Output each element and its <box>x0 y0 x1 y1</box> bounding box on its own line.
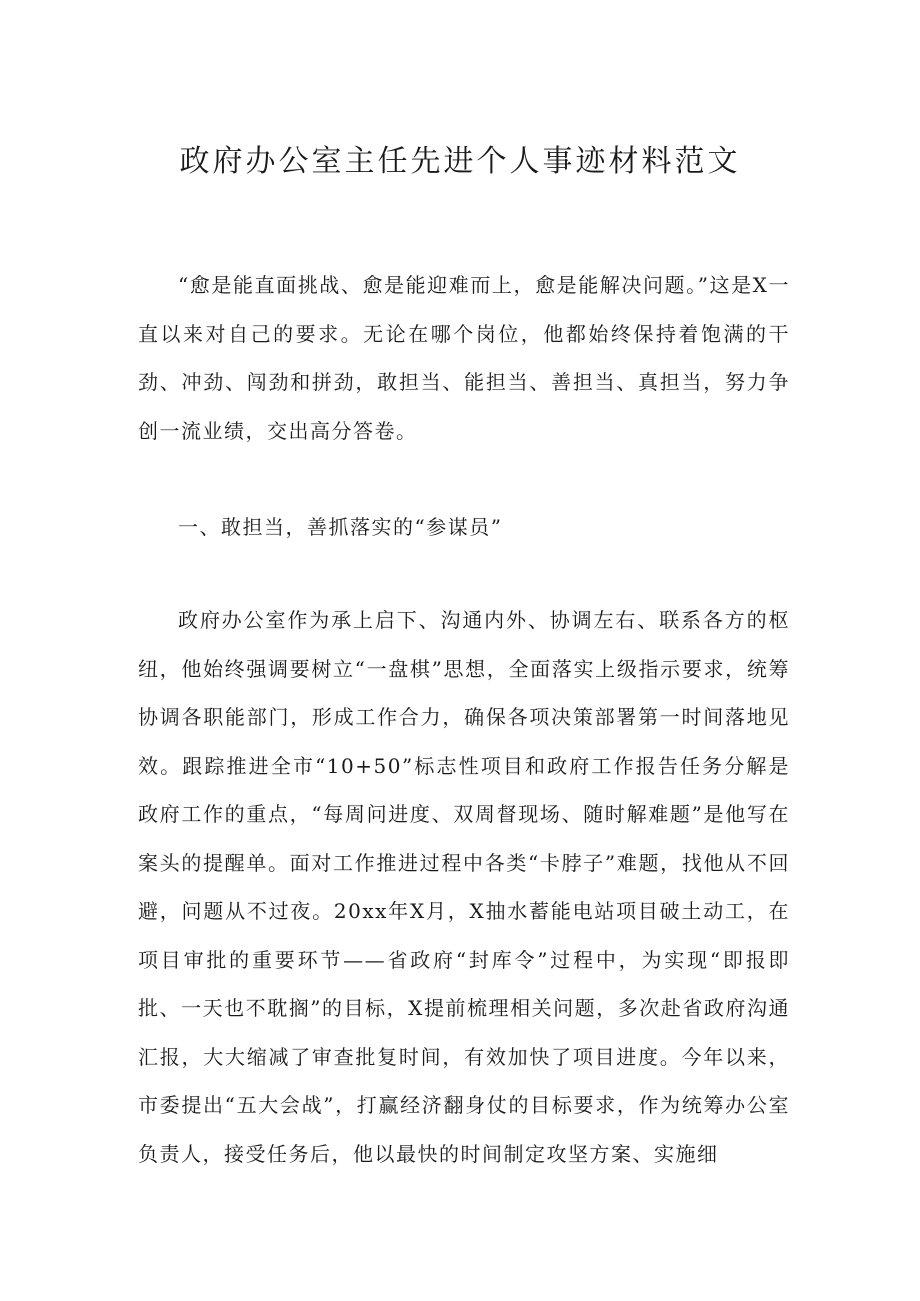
intro-paragraph: “愈是能直面挑战、愈是能迎难而上，愈是能解决问题。”这是X一直以来对自己的要求。无论在哪个岗位，他都始终保持着饱满的干劲、冲劲、闯劲和拼劲，敢担当、能担当、善担当、真担当，努力争创一流业绩，交出高分答卷。 <box>138 273 790 443</box>
section-heading-1: 一、敢担当，善抓落实的“参谋员” <box>178 515 503 539</box>
document-title: 政府办公室主任先进个人事迹材料范文 <box>179 144 741 179</box>
section-1-paragraph: 政府办公室作为承上启下、沟通内外、协调左右、联系各方的枢纽，他始终强调要树立“一盘棋”思想，全面落实上级指示要求，统筹协调各职能部门，形成工作合力，确保各项决策部署第一时间落地见效。跟踪推进全市“10+50”标志性项目和政府工作报告任务分解是政府工作的重点，“每周问进度、双周督现场、随时解难题”是他写在案头的提醒单。面对工作推进过程中各类“卡脖子”难题，找他从不回避，问题从不过夜。20xx年X月，X抽水蓄能电站项目破土动工，在项目审批的重要环节——省政府“封库令”过程中，为实现“即报即批、一天也不耽搁”的目标，X提前梳理相关问题，多次赴省政府沟通汇报，大大缩减了审查批复时间，有效加快了项目进度。今年以来，市委提出“五大会战”，打赢经济翻身仗的目标要求，作为统筹办公室负责人，接受任务后，他以最快的时间制定攻坚方案、实施细 <box>138 608 790 1166</box>
